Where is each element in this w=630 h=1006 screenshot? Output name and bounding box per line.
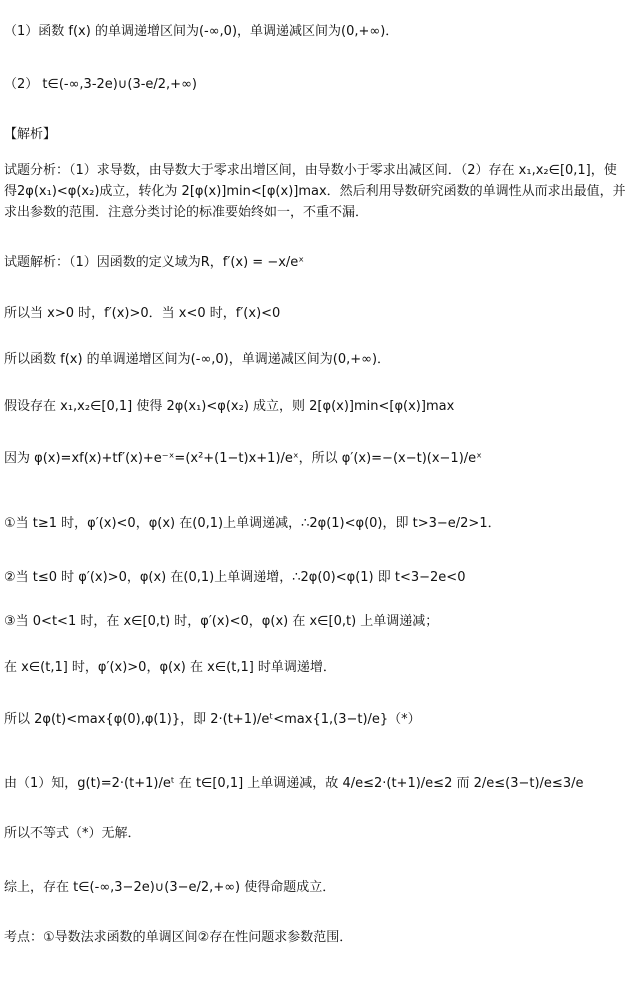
answer-part-2: （2） t∈(-∞,3-2e)∪(3-e/2,+∞) (4, 77, 197, 92)
no-solution-line: 所以不等式（*）无解． (4, 826, 141, 841)
analysis-paragraph: 试题分析：（1）求导数，由导数大于零求出增区间，由导数小于零求出减区间．（2）存在 x₁,x₂∈[0,1]，使得2φ(x₁)<φ(x₂)成立，转化为 2[φ(x)]min<[φ(x)]max．然后利用导数研究函数的单调性从而求出最值，并求出参数的范围．注意分类讨论的标准要始终如一，不重不漏． (4, 163, 626, 220)
knowledge-points-line: 考点：①导数法求函数的单调区间②存在性问题求参数范围． (4, 930, 353, 945)
solution-intro: 试题解析：（1）因函数的定义域为R，f′(x) = −x/eˣ (4, 255, 305, 270)
monotonic-intervals-line: 所以函数 f(x) 的单调递增区间为(-∞,0)，单调递减区间为(0,+∞)． (4, 352, 391, 367)
analysis-heading: 【解析】 (4, 127, 57, 142)
case-1-line: ①当 t≥1 时，φ′(x)<0，φ(x) 在(0,1)上单调递减，∴2φ(1)<φ(0)，即 t>3−e/2>1． (4, 516, 501, 531)
case-3-line-a: ③当 0<t<1 时，在 x∈[0,t) 时，φ′(x)<0，φ(x) 在 x∈[0,t) 上单调递减； (4, 614, 439, 629)
assumption-line: 假设存在 x₁,x₂∈[0,1] 使得 2φ(x₁)<φ(x₂) 成立，则 2[φ(x)]min<[φ(x)]max (4, 399, 455, 414)
derivative-sign-line: 所以当 x>0 时，f′(x)>0．当 x<0 时，f′(x)<0 (4, 306, 281, 321)
max-inequality-line: 所以 2φ(t)<max{φ(0),φ(1)}，即 2·(t+1)/eᵗ<max{1,(3−t)/e}（*） (4, 712, 421, 727)
phi-definition-line: 因为 φ(x)=xf(x)+tf′(x)+e⁻ˣ=(x²+(1−t)x+1)/eˣ，所以 φ′(x)=−(x−t)(x−1)/eˣ (4, 451, 482, 466)
conclusion-line: 综上，存在 t∈(-∞,3−2e)∪(3−e/2,+∞) 使得命题成立． (4, 880, 336, 895)
case-3-line-b: 在 x∈(t,1] 时，φ′(x)>0，φ(x) 在 x∈(t,1] 时单调递增． (4, 660, 336, 675)
answer-part-1: （1）函数 f(x) 的单调递增区间为(-∞,0)，单调递减区间为(0,+∞)． (4, 24, 399, 39)
g-function-line: 由（1）知，g(t)=2·(t+1)/eᵗ 在 t∈[0,1] 上单调递减，故 4/e≤2·(t+1)/e≤2 而 2/e≤(3−t)/e≤3/e (4, 776, 584, 791)
case-2-line: ②当 t≤0 时 φ′(x)>0，φ(x) 在(0,1)上单调递增，∴2φ(0)<φ(1) 即 t<3−2e<0 (4, 570, 466, 585)
